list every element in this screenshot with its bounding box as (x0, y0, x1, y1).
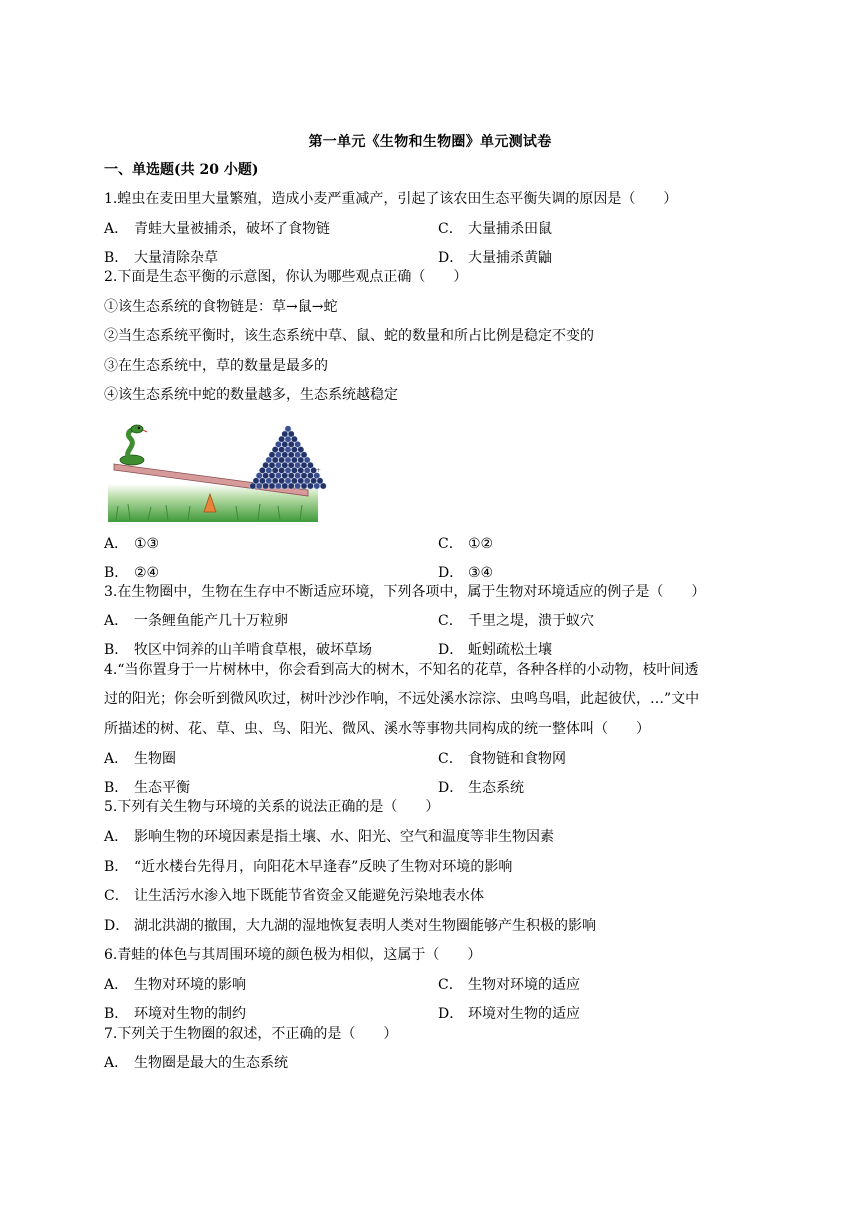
option-text: 生物圈是最大的生态系统 (134, 1055, 288, 1071)
q3-option-a (104, 611, 288, 631)
option-label: D． (104, 918, 130, 934)
q4-option-b (104, 778, 190, 798)
seesaw-illustration (108, 420, 322, 522)
question-2-stem: 2.下面是生态平衡的示意图，你认为哪些观点正确（ ） (104, 269, 468, 285)
mouse-mark (301, 483, 307, 489)
option-label: A． (104, 829, 129, 845)
option-text: 牧区中饲养的山羊啃食草根，破坏草场 (134, 642, 372, 658)
question-2-statement-1: ①该生态系统的食物链是：草→鼠→蛇 (104, 299, 338, 315)
mouse-mark (288, 483, 294, 489)
q3-option-c (438, 611, 594, 631)
option-text: 大量捕杀黄鼬 (468, 250, 552, 266)
option-text: ③④ (468, 565, 494, 581)
q3-option-d (438, 640, 552, 660)
option-text: 蚯蚓疏松土壤 (468, 642, 552, 658)
option-label: A． (104, 751, 129, 767)
q2-option-a (104, 534, 159, 554)
option-label: C． (438, 977, 463, 993)
q2-option-b (104, 563, 159, 583)
mouse-mark (263, 483, 269, 489)
option-label: B． (104, 859, 129, 875)
q7-option-a (104, 1053, 288, 1073)
q5-option-b (104, 857, 512, 877)
question-2-statement-3: ③在生态系统中，草的数量是最多的 (104, 358, 328, 374)
mouse-mark (314, 483, 320, 489)
option-text: 生态系统 (468, 780, 524, 796)
question-4-stem-line-1: 4.“当你置身于一片树林中，你会看到高大的树木，不知名的花草，各种各样的小动物，枝叶间透 (104, 662, 699, 678)
q6-option-c (438, 975, 580, 995)
question-3-stem: 3.在生物圈中，生物在生存中不断适应环境，下列各项中，属于生物对环境适应的例子是（ ） (104, 584, 706, 600)
option-label: C． (438, 613, 463, 629)
option-label: D． (438, 642, 464, 658)
option-label: C． (438, 751, 463, 767)
option-label: D． (438, 565, 464, 581)
option-text: 食物链和食物网 (468, 751, 566, 767)
q5-option-a (104, 827, 554, 847)
mouse-mark (282, 483, 288, 489)
q4-option-d (438, 778, 524, 798)
mouse-mark (320, 483, 326, 489)
option-label: B． (104, 250, 129, 266)
option-label: C． (438, 536, 463, 552)
q2-option-c (438, 534, 493, 554)
option-text: 环境对生物的适应 (468, 1006, 580, 1022)
mouse-mark (307, 483, 313, 489)
option-text: 生物对环境的影响 (134, 977, 246, 993)
q1-option-a (104, 219, 330, 239)
option-label: D． (438, 1006, 464, 1022)
option-text: ①② (468, 536, 494, 552)
option-text: 一条鲤鱼能产几十万粒卵 (134, 613, 288, 629)
option-text: 生物对环境的适应 (468, 977, 580, 993)
q2-option-d (438, 563, 493, 583)
option-text: ①③ (134, 536, 160, 552)
mice-pyramid-icon (250, 426, 327, 489)
option-text: 湖北洪湖的撤围，大九湖的湿地恢复表明人类对生物圈能够产生积极的影响 (134, 918, 596, 934)
svg-text:+: + (316, 467, 322, 474)
option-text: 影响生物的环境因素是指土壤、水、阳光、空气和温度等非生物因素 (134, 829, 554, 845)
option-label: D． (438, 780, 464, 796)
option-label: A． (104, 977, 129, 993)
option-label: A． (104, 221, 129, 237)
q6-option-b (104, 1004, 246, 1024)
option-label: B． (104, 1006, 129, 1022)
question-6-stem: 6.青蛙的体色与其周围环境的颜色极为相似，这属于（ ） (104, 947, 482, 963)
option-text: 大量清除杂草 (134, 250, 218, 266)
q1-option-c (438, 219, 552, 239)
q1-option-d (438, 248, 552, 268)
option-label: A． (104, 613, 129, 629)
section-heading: 一、单选题(共 20 小题) (104, 162, 259, 178)
option-text: “近水楼台先得月，向阳花木早逢春”反映了生物对环境的影响 (134, 859, 513, 875)
page-title: 第一单元《生物和生物圈》单元测试卷 (308, 134, 552, 150)
q1-option-b (104, 248, 218, 268)
option-label: A． (104, 1055, 129, 1071)
question-7-stem: 7.下列关于生物圈的叙述，不正确的是（ ） (104, 1026, 398, 1042)
mouse-mark (275, 483, 281, 489)
mouse-mark (250, 483, 256, 489)
option-label: B． (104, 780, 129, 796)
option-text: ②④ (134, 565, 160, 581)
option-label: C． (438, 221, 463, 237)
q5-option-c (104, 886, 484, 906)
option-text: 千里之堤，溃于蚁穴 (468, 613, 594, 629)
question-1-stem: 1.蝗虫在麦田里大量繁殖，造成小麦严重减产，引起了该农田生态平衡失调的原因是（ ） (104, 191, 678, 207)
mouse-mark (269, 483, 275, 489)
question-4-stem-line-2: 过的阳光；你会听到微风吹过，树叶沙沙作响，不远处溪水淙淙、虫鸣鸟唱，此起彼伏，…”文中 (104, 691, 700, 707)
option-text: 生物圈 (134, 751, 176, 767)
question-2-statement-4: ④该生态系统中蛇的数量越多，生态系统越稳定 (104, 387, 398, 403)
question-5-stem: 5.下列有关生物与环境的关系的说法正确的是（ ） (104, 799, 440, 815)
option-text: 环境对生物的制约 (134, 1006, 246, 1022)
q3-option-b (104, 640, 372, 660)
option-text: 大量捕杀田鼠 (468, 221, 552, 237)
option-label: A． (104, 536, 129, 552)
option-label: B． (104, 642, 129, 658)
snake-icon (120, 425, 147, 465)
q5-option-d (104, 916, 596, 936)
option-text: 让生活污水渗入地下既能节省资金又能避免污染地表水体 (134, 888, 484, 904)
q6-option-a (104, 975, 246, 995)
option-text: 青蛙大量被捕杀，破坏了食物链 (134, 221, 330, 237)
option-label: B． (104, 565, 129, 581)
q6-option-d (438, 1004, 580, 1024)
mouse-mark (256, 483, 262, 489)
mouse-mark (295, 483, 301, 489)
q4-option-c (438, 749, 566, 769)
option-label: D． (438, 250, 464, 266)
option-label: C． (104, 888, 129, 904)
option-text: 生态平衡 (134, 780, 190, 796)
question-2-statement-2: ②当生态系统平衡时，该生态系统中草、鼠、蛇的数量和所占比例是稳定不变的 (104, 328, 594, 344)
question-4-stem-line-3: 所描述的树、花、草、虫、鸟、阳光、微风、溪水等事物共同构成的统一整体叫（ ） (104, 721, 650, 737)
q4-option-a (104, 749, 176, 769)
